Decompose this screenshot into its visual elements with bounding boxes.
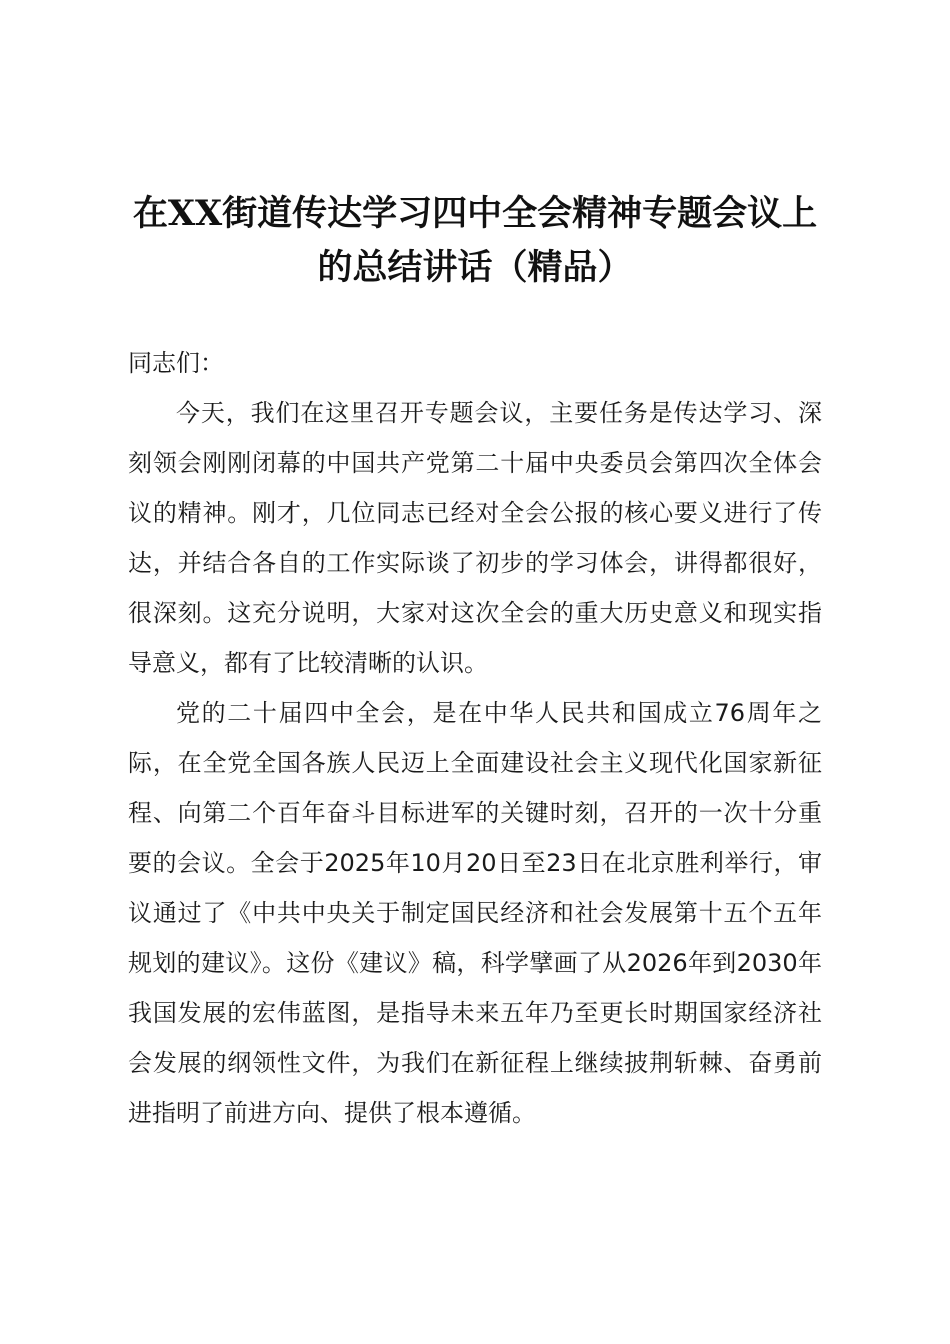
salutation: 同志们： [128,349,224,377]
paragraph-1: 今天，我们在这里召开专题会议，主要任务是传达学习、深刻领会刚刚闭幕的中国共产党第二十届中央委员会第四次全体会议的精神。刚才，几位同志已经对全会公报的核心要义进行了传达，并结合各自的工作实际谈了初步的学习体会，讲得都很好，很深刻。这充分说明，大家对这次全会的重大历史意义和现实指导意义，都有了比较清晰的认识。 [128,399,822,677]
document-body [128,338,822,1138]
paragraph-2: 党的二十届四中全会，是在中华人民共和国成立76周年之际，在全党全国各族人民迈上全面建设社会主义现代化国家新征程、向第二个百年奋斗目标进军的关键时刻，召开的一次十分重要的会议。全会于2025年10月20日至23日在北京胜利举行，审议通过了《中共中央关于制定国民经济和社会发展第十五个五年规划的建议》。这份《建议》稿，科学擘画了从2026年到2030年我国发展的宏伟蓝图，是指导未来五年乃至更长时期国家经济社会发展的纲领性文件，为我们在新征程上继续披荆斩棘、奋勇前进指明了前进方向、提供了根本遵循。 [128,699,822,1127]
document-title: 在XX街道传达学习四中全会精神专题会议上的总结讲话（精品） [132,193,818,288]
